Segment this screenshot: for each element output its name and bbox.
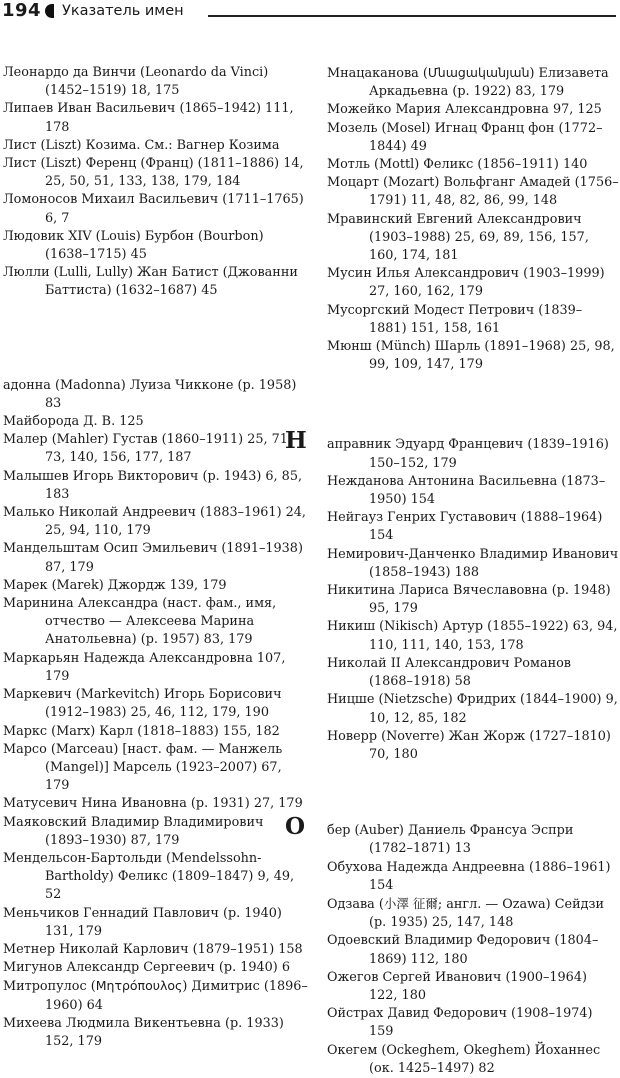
index-entry: Маяковский Владимир Владимирович (1893–1930) 87, 179 [3,814,264,848]
index-entry: Метнер Николай Карлович (1879–1951) 158 [3,941,303,957]
entry-text: Одзава ( [327,896,384,912]
index-entry: Мозель (Mosel) Игнац Франц фон (1772–1844) 49 [327,120,603,154]
index-entry: Маркевич (Markevitch) Игорь Борисович (1912–1983) 25, 46, 112, 179, 190 [3,687,282,721]
index-entry: Мендельсон-Бартольди (Mendelssohn-Bartholdy) Феликс (1809–1847) 9, 49, 52 [3,850,295,903]
index-entry: Михеева Людмила Викентьевна (р. 1933) 152, 179 [3,1015,284,1049]
index-entry: Малер (Mahler) Густав (1860–1911) 25, 71, 73, 140, 156, 177, 187 [3,432,293,466]
group-spacer [3,301,309,373]
index-group-m [3,373,309,1052]
index-entry: Марек (Marek) Джордж 139, 179 [3,577,227,593]
index-entry: Липаев Иван Васильевич (1865–1942) 111, 178 [3,101,294,135]
native-spelling: Μητρόπουλος [95,978,183,994]
native-spelling: 小澤 征爾 [383,895,438,911]
group-spacer [327,764,619,818]
index-group-m-cont [327,64,619,374]
index-entry: Ойстрах Давид Федорович (1908–1974) 159 [327,1006,593,1040]
header-rule [208,15,616,17]
index-entry: Окегем (Ockeghem, Okeghem) Йоханнес (ок. 1425–1497) 82 [327,1042,601,1076]
index-entry: Люлли (Lulli, Lully) Жан Батист (Джованни Баттиста) (1632–1687) 45 [3,265,298,299]
page-number: 194 [2,0,42,21]
index-entry: Майборода Д. В. 125 [3,414,144,430]
index-entry: Обухова Надежда Андреевна (1886–1961) 154 [327,859,611,893]
index-entry [327,895,619,932]
index-entry: Немирович-Данченко Владимир Иванович (1858–1943) 188 [327,546,619,580]
index-entry-first [3,373,309,413]
header-marker-icon [45,4,54,18]
entry-text: адонна (Madonna) Луиза Чикконе (р. 1958) 83 [3,377,297,411]
index-entry: Людовик XIV (Louis) Бурбон (Bourbon) (1638–1715) 45 [3,228,264,263]
index-entry: Можейко Мария Александровна 97, 125 [327,102,602,118]
index-entry: Матусевич Нина Ивановна (р. 1931) 27, 179 [3,796,303,812]
entry-text: ) Димитрис (1896–1960) 64 [45,979,308,1013]
entry-text: ) Елизавета Аркадьевна (р. 1922) 83, 179 [369,66,609,100]
entry-text: бер (Auber) Даниель Франсуа Эспри (1782–1871) 13 [327,823,574,857]
index-entry-first: Н аправник Эдуард Францевич (1839–1916) 150–152, 179 [285,427,609,471]
index-entry: Мусин Илья Александрович (1903–1999) 27, 160, 162, 179 [327,266,605,300]
index-entry [3,977,309,1014]
index-entry: Моцарт (Mozart) Вольфганг Амадей (1756–1791) 11, 48, 82, 86, 99, 148 [327,175,619,209]
index-entry: Маринина Александра (наст. фам., имя, отчество — Алексеева Марина Анатольевна) (р. 1957) 83, 179 [3,596,277,648]
native-spelling: Մնացականյան [427,65,530,80]
entry-text: аправник Эдуард Францевич (1839–1916) 150–152, 179 [327,437,609,471]
index-group-n [285,427,619,764]
index-entry: Маркарьян Надежда Александровна 107, 179 [3,650,286,684]
index-entry: Мравинский Евгений Александрович (1903–1988) 25, 69, 89, 156, 157, 160, 174, 181 [327,211,589,264]
index-entry: Новерр (Noverre) Жан Жорж (1727–1810) 70, 180 [327,728,611,762]
index-entry: Леонардо да Винчи (Leonardo da Vinci) (1452–1519) 18, 175 [3,65,269,99]
index-entry: Мотль (Mottl) Феликс (1856–1911) 140 [327,157,588,173]
index-group-l [3,64,309,301]
index-entry: Марсо (Marceau) [наст. фам. — Манжель (Mangel)] Марсель (1923–2007) 67, 179 [3,741,283,794]
index-entry: Маркс (Marx) Карл (1818–1883) 155, 182 [3,723,280,739]
right-column [285,64,619,1078]
index-entry: Мандельштам Осип Эмильевич (1891–1938) 87, 179 [3,541,303,575]
index-entry-first: О бер (Auber) Даниель Франсуа Эспри (1782–1871) 13 [285,813,574,857]
index-entry: Лист (Liszt) Ференц (Франц) (1811–1886) 14, 25, 50, 51, 133, 138, 179, 184 [3,156,304,190]
entry-text: ; англ. — Ozawa) Сейдзи (р. 1935) 25, 147, 148 [369,896,605,931]
group-spacer [327,374,619,432]
index-entry: Меньчиков Геннадий Павлович (р. 1940) 131, 179 [3,905,282,939]
index-entry: Нежданова Антонина Васильевна (1873–1950) 154 [327,473,606,508]
index-entry: Никитина Лариса Вячеславовна (р. 1948) 95, 179 [327,583,611,617]
index-entry [327,64,619,101]
entry-text: Митропулос ( [3,979,96,995]
index-entry: Одоевский Владимир Федорович (1804–1869) 112, 180 [327,933,599,967]
index-entry: Малышев Игорь Викторович (р. 1943) 6, 85, 183 [3,468,303,502]
index-entry: Никиш (Nikisch) Артур (1855–1922) 63, 94, 110, 111, 140, 153, 178 [327,619,618,653]
index-entry: Ницше (Nietzsche) Фридрих (1844–1900) 9, 10, 12, 85, 182 [327,692,618,726]
index-group-o [285,813,619,1078]
index-entry: Мюнш (Münch) Шарль (1891–1968) 25, 98, 99, 109, 147, 179 [327,339,615,373]
page-header [0,0,620,26]
index-entry: Малько Николай Андреевич (1883–1961) 24, 25, 94, 110, 179 [3,505,306,539]
index-entry: Мусоргский Модест Петрович (1839–1881) 151, 158, 161 [327,302,583,336]
index-entry: Ожегов Сергей Иванович (1900–1964) 122, 180 [327,969,587,1003]
section-title: Указатель имен [62,3,184,19]
index-entry: Мигунов Александр Сергеевич (р. 1940) 6 [3,960,290,976]
index-entry: Нейгауз Генрих Густавович (1888–1964) 154 [327,510,603,544]
index-entry: Николай II Александрович Романов (1868–1918) 58 [327,655,572,690]
left-column [3,64,309,1051]
index-entry: Ломоносов Михаил Васильевич (1711–1765) 6, 7 [3,192,304,226]
index-entry: Лист (Liszt) Козима. См.: Вагнер Козима [3,137,280,153]
entry-text: Мнацаканова ( [327,66,428,81]
